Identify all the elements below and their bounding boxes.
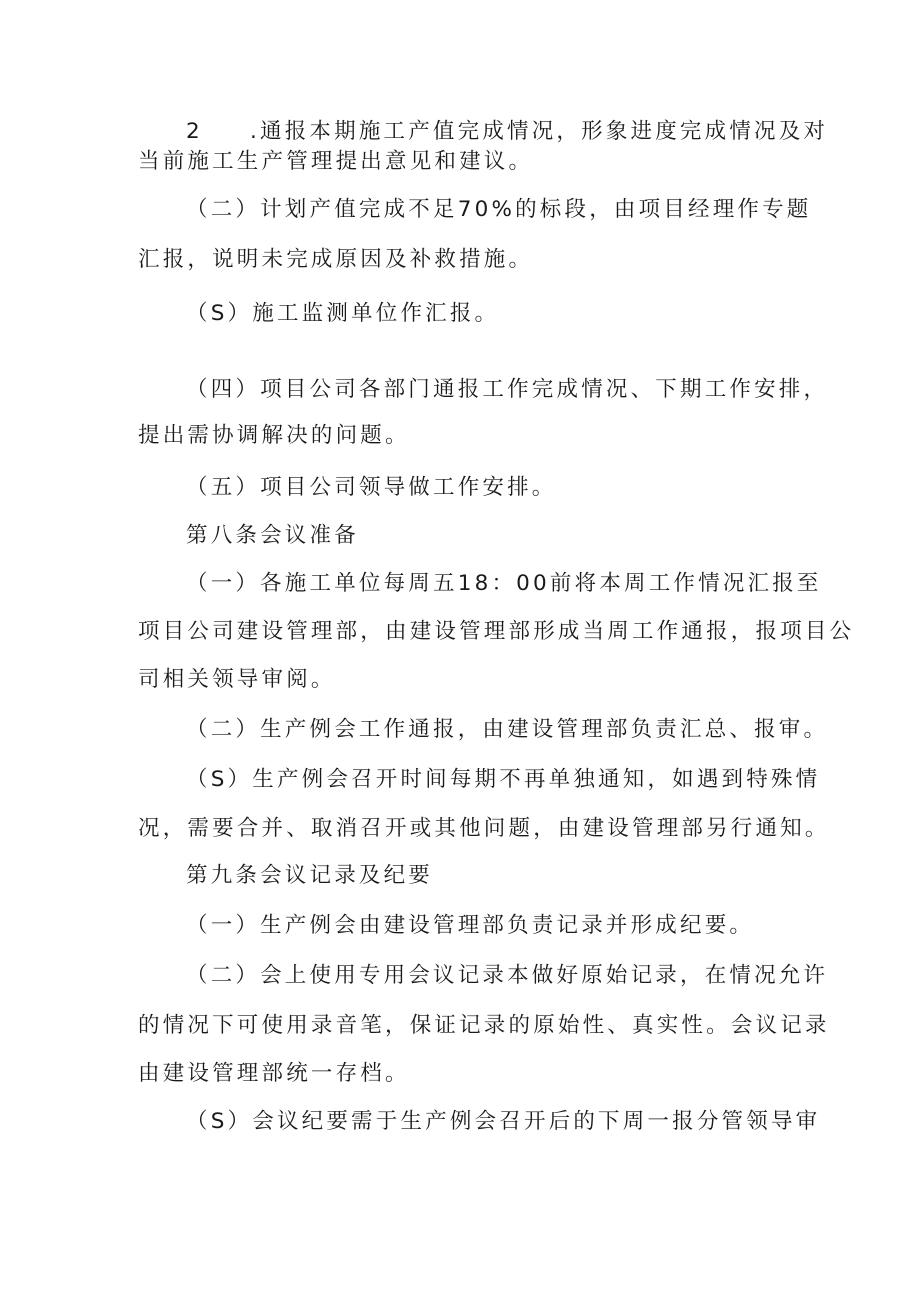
- paragraph-line: （一）生产例会由建设管理部负责记录并形成纪要。: [186, 913, 755, 938]
- paragraph-line: （一）各施工单位每周五18：00前将本周工作情况汇报至: [186, 571, 822, 596]
- paragraph-line: [186, 118, 828, 146]
- paragraph-line: 由建设管理部统一存档。: [138, 1061, 410, 1086]
- paragraph-line: 司相关领导审阅。: [138, 667, 336, 692]
- list-number: 2: [186, 119, 200, 144]
- section-heading: 第八条会议准备: [186, 523, 359, 548]
- paragraph-line: （二）生产例会工作通报，由建设管理部负责汇总、报审。: [186, 717, 829, 742]
- section-heading: 第九条会议记录及纪要: [186, 863, 434, 888]
- paragraph-text: .通报本期施工产值完成情况，形象进度完成情况及对: [250, 119, 829, 144]
- paragraph-line: 提出需协调解决的问题。: [138, 423, 410, 448]
- paragraph-line: （五）项目公司领导做工作安排。: [186, 475, 557, 500]
- paragraph-line: （二）会上使用专用会议记录本做好原始记录，在情况允许: [186, 963, 829, 988]
- paragraph-line: 况，需要合并、取消召开或其他问题，由建设管理部另行通知。: [138, 816, 830, 841]
- paragraph-line: （S）施工监测单位作汇报。: [186, 301, 500, 326]
- paragraph-line: 汇报，说明未完成原因及补救措施。: [138, 247, 534, 272]
- paragraph-line: （S）生产例会召开时间每期不再单独通知，如遇到特殊情: [186, 767, 821, 792]
- paragraph-line: （四）项目公司各部门通报工作完成情况、下期工作安排，: [186, 377, 829, 402]
- paragraph-line: （二）计划产值完成不足70%的标段，由项目经理作专题: [186, 197, 812, 222]
- paragraph-line: （S）会议纪要需于生产例会召开后的下周一报分管领导审: [186, 1109, 821, 1134]
- paragraph-line: 的情况下可使用录音笔，保证记录的原始性、真实性。会议记录: [138, 1013, 830, 1038]
- paragraph-line: 项目公司建设管理部，由建设管理部形成当周工作通报，报项目公: [138, 619, 855, 644]
- paragraph-line: 当前施工生产管理提出意见和建议。: [138, 149, 534, 174]
